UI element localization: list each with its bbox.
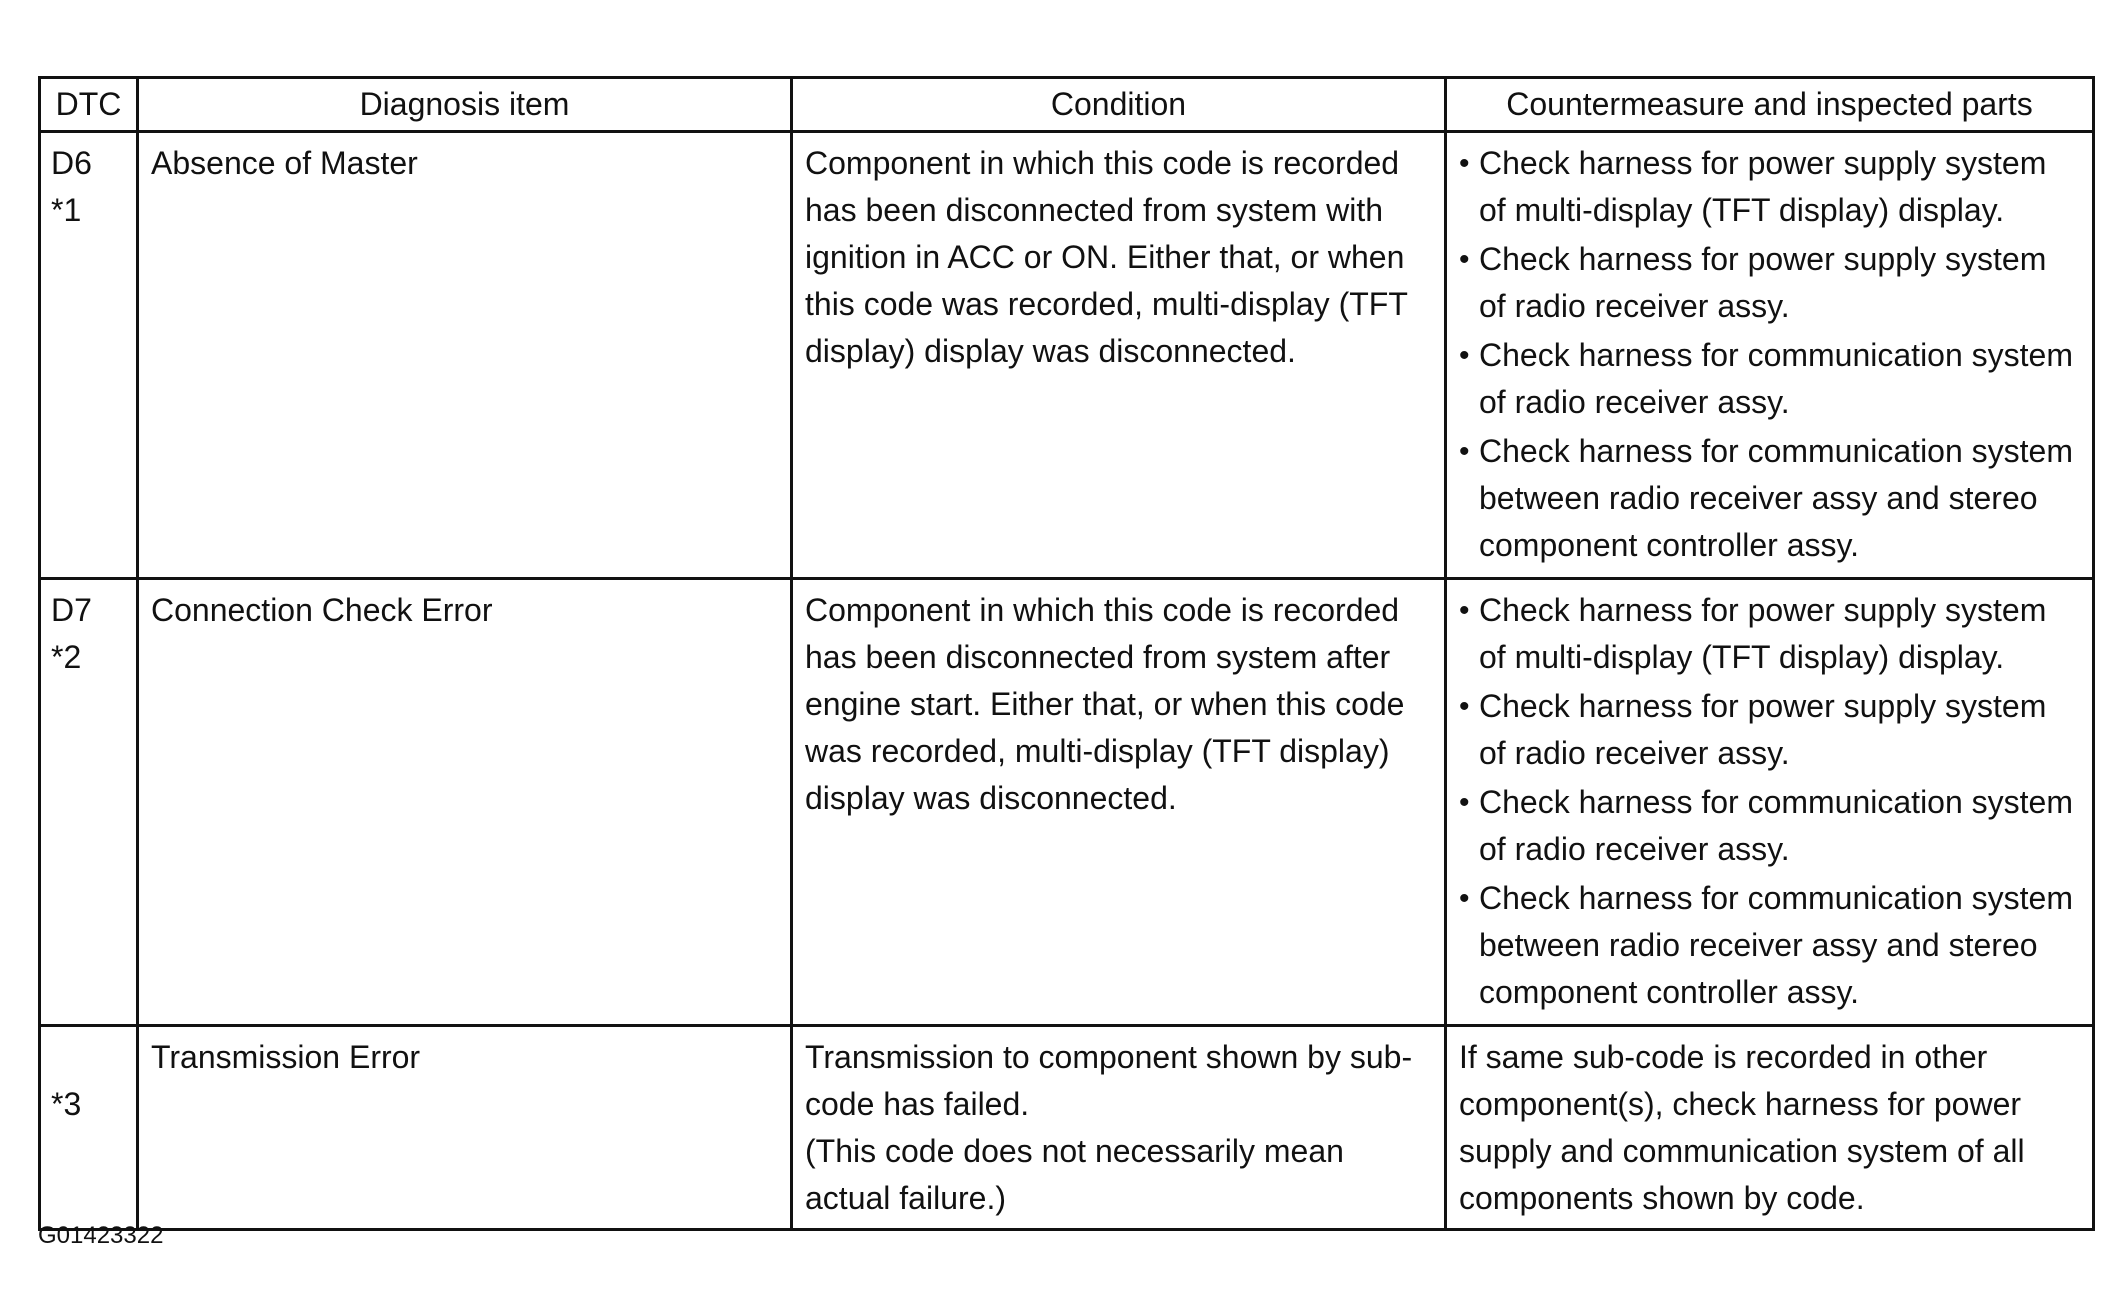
- bullet-icon: •: [1459, 882, 1470, 915]
- diagnosis-item-cell: Transmission Error: [138, 1026, 792, 1230]
- table-row: [40, 1026, 2094, 1230]
- dtc-table: [38, 76, 2095, 1231]
- countermeasure-cell: If same sub-code is recorded in other component(s), check harness for power supply and communication system of all components shown by code.: [1446, 1026, 2094, 1230]
- check-text: Check harness for power supply system of multi-display (TFT display) display.: [1479, 145, 2047, 228]
- check-text: Check harness for communication system between radio receiver assy and stereo component controller assy.: [1479, 880, 2073, 1010]
- dtc-note: *2: [51, 639, 82, 675]
- countermeasure-cell: [1446, 579, 2094, 1026]
- list-item: [1459, 236, 2080, 330]
- header-dtc: DTC: [40, 78, 138, 132]
- bullet-icon: •: [1459, 339, 1470, 372]
- dtc-cell: [40, 1026, 138, 1230]
- check-text: Check harness for communication system of radio receiver assy.: [1479, 337, 2073, 420]
- list-item: [1459, 140, 2080, 234]
- check-text: Check harness for power supply system of multi-display (TFT display) display.: [1479, 592, 2047, 675]
- list-item: [1459, 779, 2080, 873]
- dtc-cell: [40, 132, 138, 579]
- bullet-icon: •: [1459, 147, 1470, 180]
- condition-cell: Component in which this code is recorded has been disconnected from system with ignition in ACC or ON. Either that, or when this code was recorded, multi-display (TFT display) display was disconnected.: [792, 132, 1446, 579]
- dtc-code: [51, 1034, 124, 1081]
- bullet-icon: •: [1459, 786, 1470, 819]
- diagnosis-item-cell: Absence of Master: [138, 132, 792, 579]
- header-diagnosis-item: Diagnosis item: [138, 78, 792, 132]
- check-list: [1459, 587, 2080, 1016]
- countermeasure-cell: [1446, 132, 2094, 579]
- bullet-icon: •: [1459, 594, 1470, 627]
- check-text: Check harness for power supply system of radio receiver assy.: [1479, 688, 2047, 771]
- header-condition: Condition: [792, 78, 1446, 132]
- check-text: Check harness for power supply system of radio receiver assy.: [1479, 241, 2047, 324]
- list-item: [1459, 587, 2080, 681]
- check-text: Check harness for communication system between radio receiver assy and stereo component controller assy.: [1479, 433, 2073, 563]
- list-item: [1459, 875, 2080, 1016]
- table-row: [40, 132, 2094, 579]
- table-header-row: [40, 78, 2094, 132]
- check-list: [1459, 140, 2080, 569]
- bullet-icon: •: [1459, 243, 1470, 276]
- dtc-note: *3: [51, 1086, 82, 1122]
- list-item: [1459, 332, 2080, 426]
- dtc-cell: [40, 579, 138, 1026]
- condition-note: (This code does not necessarily mean actual failure.): [805, 1133, 1344, 1216]
- condition-cell: [792, 1026, 1446, 1230]
- figure-id: G01423322: [38, 1222, 164, 1249]
- dtc-code: D7: [51, 592, 92, 628]
- bullet-icon: •: [1459, 435, 1470, 468]
- table-row: [40, 579, 2094, 1026]
- header-countermeasure: Countermeasure and inspected parts: [1446, 78, 2094, 132]
- bullet-icon: •: [1459, 690, 1470, 723]
- condition-cell: Component in which this code is recorded has been disconnected from system after engine start. Either that, or when this code was recorded, multi-display (TFT display) display was disconnected.: [792, 579, 1446, 1026]
- check-text: Check harness for communication system of radio receiver assy.: [1479, 784, 2073, 867]
- list-item: [1459, 683, 2080, 777]
- dtc-code: D6: [51, 145, 92, 181]
- list-item: [1459, 428, 2080, 569]
- diagnosis-item-cell: Connection Check Error: [138, 579, 792, 1026]
- condition-text: Transmission to component shown by sub-code has failed.: [805, 1039, 1413, 1122]
- dtc-note: *1: [51, 192, 82, 228]
